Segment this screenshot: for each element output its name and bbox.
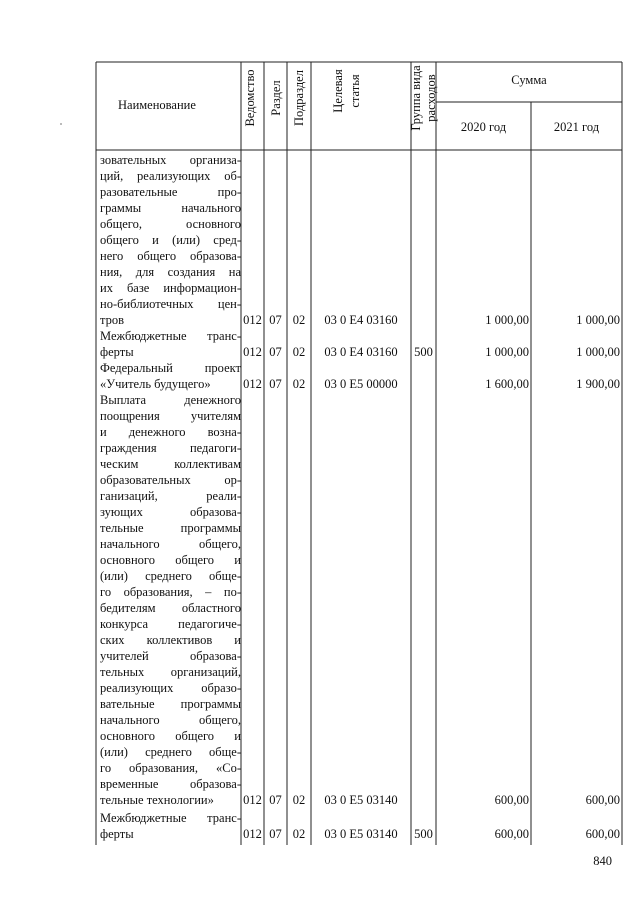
row-name-line: общего и (или) сред- xyxy=(100,233,241,247)
cell-podrazdel: 02 xyxy=(292,313,306,327)
row-name-line: ских коллективов и xyxy=(100,633,241,647)
cell-sum-2021: 600,00 xyxy=(585,827,620,841)
header-name: Наименование xyxy=(118,98,196,112)
cell-sum-2020: 600,00 xyxy=(494,827,529,841)
row-name-line: тельные программы xyxy=(100,521,241,535)
cell-gruppa-rashodov: 500 xyxy=(414,827,433,841)
row-name-line: начального общего, xyxy=(100,537,241,551)
row-name-line: Выплата денежного xyxy=(100,393,241,407)
row-name xyxy=(100,360,241,392)
header-podrazdel: Подраздел xyxy=(292,70,306,126)
row-name-line: основного общего и xyxy=(100,553,241,567)
page-number: 840 xyxy=(593,854,612,868)
row-name-line: (или) среднего обще- xyxy=(100,569,241,583)
header-gruppa-1: Группа вида xyxy=(409,65,423,131)
cell-gruppa-rashodov: 500 xyxy=(414,345,433,359)
cell-vedomstvo: 012 xyxy=(243,827,262,841)
row-name-line: (или) среднего обще- xyxy=(100,745,241,759)
row-name xyxy=(100,152,241,328)
row-name-line: тельных организаций, xyxy=(100,665,241,679)
cell-sum-2021: 1 900,00 xyxy=(576,377,620,391)
cell-razdel: 07 xyxy=(269,313,282,327)
row-name-line: него общего образова- xyxy=(100,249,241,263)
row-name-line: Федеральный проект xyxy=(100,361,241,375)
row-name-line: реализующих образо- xyxy=(100,681,241,695)
cell-podrazdel: 02 xyxy=(292,827,306,841)
row-name xyxy=(100,810,241,842)
row-name-line: временные образова- xyxy=(100,777,241,791)
row-name-line: основного общего и xyxy=(100,729,241,743)
header-gruppa-2: расходов xyxy=(424,74,438,122)
row-name xyxy=(100,392,241,808)
row-name-line: но-библиотечных цен- xyxy=(100,297,241,311)
cell-sum-2020: 600,00 xyxy=(494,793,529,807)
row-name-line: Межбюджетные транс- xyxy=(100,329,241,343)
row-name-line: граждения педагоги- xyxy=(100,441,241,455)
cell-sum-2020: 1 000,00 xyxy=(485,345,529,359)
cell-razdel: 07 xyxy=(269,793,282,807)
row-name-line: их базе информацион- xyxy=(100,281,241,295)
row-name-line: го образования, «Со- xyxy=(100,761,241,775)
cell-tselevaya-statya: 03 0 E5 03140 xyxy=(324,827,398,841)
cell-sum-2020: 1 600,00 xyxy=(485,377,529,391)
cell-sum-2021: 600,00 xyxy=(585,793,620,807)
header-tselevaya-2: статья xyxy=(348,74,362,108)
row-name-line: «Учитель будущего» xyxy=(100,377,211,391)
header-year-2020: 2020 год xyxy=(460,120,507,134)
row-name-line: тельные технологии» xyxy=(100,793,214,807)
row-name-line: го образования, – по- xyxy=(100,585,241,599)
row-name xyxy=(100,328,241,360)
cell-razdel: 07 xyxy=(269,827,282,841)
row-name-line: Межбюджетные транс- xyxy=(100,811,241,825)
cell-tselevaya-statya: 03 0 E5 03140 xyxy=(324,793,398,807)
row-name-line: образовательных ор- xyxy=(100,473,241,487)
header-year-2021: 2021 год xyxy=(553,120,600,134)
row-name-line: конкурса педагогиче- xyxy=(100,617,241,631)
cell-vedomstvo: 012 xyxy=(243,793,262,807)
header-vedomstvo: Ведомство xyxy=(243,69,257,127)
header-razdel: Раздел xyxy=(269,80,283,116)
cell-sum-2020: 1 000,00 xyxy=(485,313,529,327)
cell-vedomstvo: 012 xyxy=(243,377,262,391)
cell-sum-2021: 1 000,00 xyxy=(576,313,620,327)
row-name-line: зовательных организа- xyxy=(100,153,241,167)
row-name-line: граммы начального xyxy=(100,201,241,215)
row-name-line: ния, для создания на xyxy=(100,265,241,279)
cell-vedomstvo: 012 xyxy=(243,345,262,359)
row-name-line: вательные программы xyxy=(100,697,241,711)
header-tselevaya-1: Целевая xyxy=(331,69,345,113)
row-name-line: поощрения учителям xyxy=(100,409,241,423)
row-name-line: и денежного возна- xyxy=(100,425,241,439)
cell-tselevaya-statya: 03 0 E5 00000 xyxy=(324,377,398,391)
cell-tselevaya-statya: 03 0 E4 03160 xyxy=(324,313,398,327)
row-name-line: общего, основного xyxy=(100,217,241,231)
row-name-line: бедителям областного xyxy=(100,601,241,615)
row-name-line: разовательные про- xyxy=(100,185,241,199)
row-name-line: ций, реализующих об- xyxy=(100,169,241,183)
row-name-line: ферты xyxy=(100,827,134,841)
row-name-line: зующих образова- xyxy=(100,505,241,519)
row-name-line: учителей образова- xyxy=(100,649,241,663)
cell-razdel: 07 xyxy=(269,345,282,359)
row-name-line: ферты xyxy=(100,345,134,359)
cell-vedomstvo: 012 xyxy=(243,313,262,327)
row-name-line: ческим коллективам xyxy=(100,457,241,471)
header-summa: Сумма xyxy=(511,73,547,87)
cell-sum-2021: 1 000,00 xyxy=(576,345,620,359)
cell-tselevaya-statya: 03 0 E4 03160 xyxy=(324,345,398,359)
row-name-line: тров xyxy=(100,313,125,327)
cell-razdel: 07 xyxy=(269,377,282,391)
cell-podrazdel: 02 xyxy=(292,377,306,391)
cell-podrazdel: 02 xyxy=(292,793,306,807)
row-name-line: ганизаций, реали- xyxy=(100,489,241,503)
cell-podrazdel: 02 xyxy=(292,345,306,359)
row-name-line: начального общего, xyxy=(100,713,241,727)
